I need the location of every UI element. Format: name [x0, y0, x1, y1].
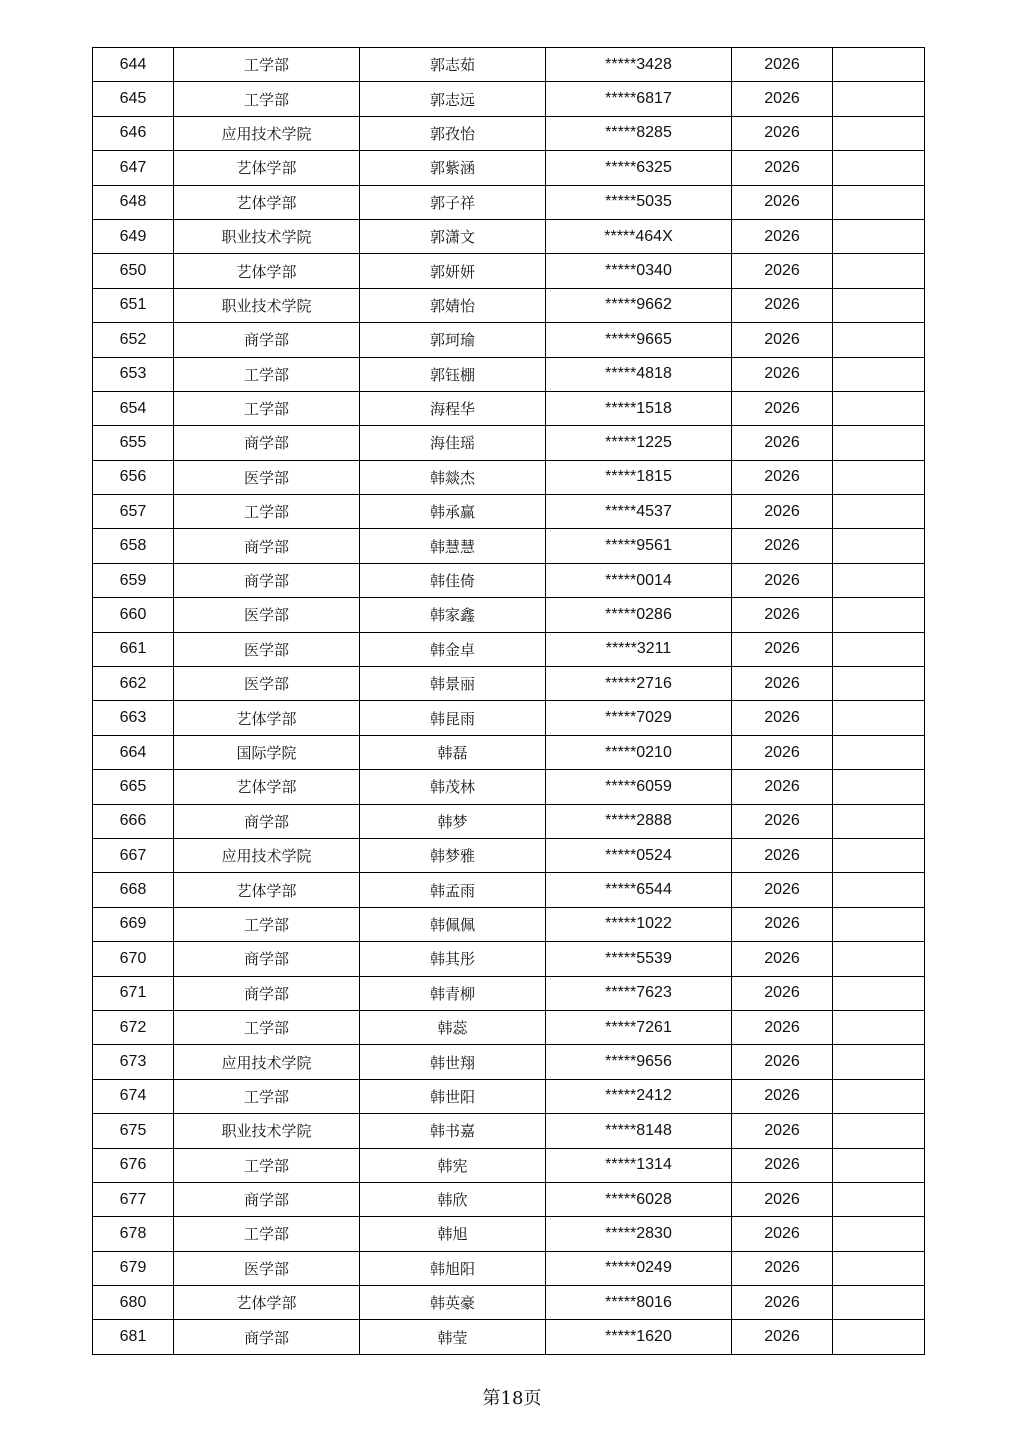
row-number-cell: 656 — [93, 460, 174, 494]
table-row — [93, 495, 925, 529]
year-cell: 2026 — [732, 873, 833, 907]
note-cell — [833, 907, 925, 941]
row-number-cell: 675 — [93, 1114, 174, 1148]
student-name-cell: 海佳瑶 — [360, 426, 546, 460]
masked-id-cell: *****6817 — [546, 82, 732, 116]
masked-id-cell: *****0014 — [546, 563, 732, 597]
masked-id-cell: *****0249 — [546, 1251, 732, 1285]
year-cell: 2026 — [732, 1045, 833, 1079]
masked-id-cell: *****6544 — [546, 873, 732, 907]
note-cell — [833, 1320, 925, 1354]
table-row — [93, 632, 925, 666]
note-cell — [833, 288, 925, 322]
year-cell: 2026 — [732, 1182, 833, 1216]
masked-id-cell: *****4537 — [546, 495, 732, 529]
student-name-cell: 韩青柳 — [360, 976, 546, 1010]
year-cell: 2026 — [732, 598, 833, 632]
note-cell — [833, 1217, 925, 1251]
masked-id-cell: *****8016 — [546, 1286, 732, 1320]
row-number-cell: 652 — [93, 323, 174, 357]
year-cell: 2026 — [732, 82, 833, 116]
row-number-cell: 674 — [93, 1079, 174, 1113]
student-name-cell: 韩莹 — [360, 1320, 546, 1354]
year-cell: 2026 — [732, 1114, 833, 1148]
table-row — [93, 1217, 925, 1251]
year-cell: 2026 — [732, 563, 833, 597]
row-number-cell: 665 — [93, 770, 174, 804]
masked-id-cell: *****2830 — [546, 1217, 732, 1251]
row-number-cell: 650 — [93, 254, 174, 288]
department-cell: 工学部 — [174, 48, 360, 82]
note-cell — [833, 838, 925, 872]
student-name-cell: 郭潇文 — [360, 219, 546, 253]
row-number-cell: 648 — [93, 185, 174, 219]
table-row — [93, 1148, 925, 1182]
student-name-cell: 韩茂林 — [360, 770, 546, 804]
row-number-cell: 654 — [93, 391, 174, 425]
department-cell: 工学部 — [174, 357, 360, 391]
year-cell: 2026 — [732, 804, 833, 838]
department-cell: 商学部 — [174, 942, 360, 976]
page-number: 第18页 — [482, 1388, 542, 1409]
table-row — [93, 288, 925, 322]
table-row — [93, 1010, 925, 1044]
year-cell: 2026 — [732, 1251, 833, 1285]
table-row — [93, 1286, 925, 1320]
row-number-cell: 662 — [93, 667, 174, 701]
table-row — [93, 1045, 925, 1079]
year-cell: 2026 — [732, 288, 833, 322]
year-cell: 2026 — [732, 48, 833, 82]
student-name-cell: 郭婧怡 — [360, 288, 546, 322]
row-number-cell: 653 — [93, 357, 174, 391]
department-cell: 工学部 — [174, 495, 360, 529]
table-row — [93, 323, 925, 357]
masked-id-cell: *****1314 — [546, 1148, 732, 1182]
note-cell — [833, 667, 925, 701]
department-cell: 艺体学部 — [174, 770, 360, 804]
masked-id-cell: *****464X — [546, 219, 732, 253]
row-number-cell: 681 — [93, 1320, 174, 1354]
note-cell — [833, 804, 925, 838]
student-name-cell: 韩英豪 — [360, 1286, 546, 1320]
masked-id-cell: *****9665 — [546, 323, 732, 357]
department-cell: 商学部 — [174, 976, 360, 1010]
table-row — [93, 563, 925, 597]
student-name-cell: 韩宪 — [360, 1148, 546, 1182]
note-cell — [833, 1079, 925, 1113]
table-row — [93, 942, 925, 976]
note-cell — [833, 151, 925, 185]
note-cell — [833, 426, 925, 460]
table-row — [93, 598, 925, 632]
note-cell — [833, 82, 925, 116]
student-name-cell: 韩梦 — [360, 804, 546, 838]
row-number-cell: 666 — [93, 804, 174, 838]
year-cell: 2026 — [732, 219, 833, 253]
row-number-cell: 679 — [93, 1251, 174, 1285]
roster-table — [92, 47, 925, 1355]
note-cell — [833, 116, 925, 150]
table-row — [93, 426, 925, 460]
table-row — [93, 1251, 925, 1285]
note-cell — [833, 976, 925, 1010]
row-number-cell: 668 — [93, 873, 174, 907]
department-cell: 工学部 — [174, 82, 360, 116]
note-cell — [833, 735, 925, 769]
student-name-cell: 韩书嘉 — [360, 1114, 546, 1148]
row-number-cell: 677 — [93, 1182, 174, 1216]
row-number-cell: 680 — [93, 1286, 174, 1320]
student-name-cell: 郭紫涵 — [360, 151, 546, 185]
table-row — [93, 357, 925, 391]
year-cell: 2026 — [732, 116, 833, 150]
masked-id-cell: *****2716 — [546, 667, 732, 701]
table-row — [93, 1182, 925, 1216]
row-number-cell: 667 — [93, 838, 174, 872]
row-number-cell: 644 — [93, 48, 174, 82]
year-cell: 2026 — [732, 1079, 833, 1113]
masked-id-cell: *****7261 — [546, 1010, 732, 1044]
student-name-cell: 郭钰棚 — [360, 357, 546, 391]
table-row — [93, 735, 925, 769]
student-name-cell: 韩世阳 — [360, 1079, 546, 1113]
student-name-cell: 韩佳倚 — [360, 563, 546, 597]
table-row — [93, 116, 925, 150]
row-number-cell: 659 — [93, 563, 174, 597]
row-number-cell: 676 — [93, 1148, 174, 1182]
student-name-cell: 韩旭 — [360, 1217, 546, 1251]
note-cell — [833, 873, 925, 907]
department-cell: 职业技术学院 — [174, 288, 360, 322]
masked-id-cell: *****9662 — [546, 288, 732, 322]
student-name-cell: 韩金卓 — [360, 632, 546, 666]
row-number-cell: 669 — [93, 907, 174, 941]
department-cell: 商学部 — [174, 529, 360, 563]
row-number-cell: 672 — [93, 1010, 174, 1044]
note-cell — [833, 1114, 925, 1148]
student-name-cell: 韩磊 — [360, 735, 546, 769]
note-cell — [833, 1286, 925, 1320]
student-name-cell: 韩景丽 — [360, 667, 546, 701]
note-cell — [833, 495, 925, 529]
student-name-cell: 海程华 — [360, 391, 546, 425]
department-cell: 艺体学部 — [174, 151, 360, 185]
note-cell — [833, 254, 925, 288]
department-cell: 商学部 — [174, 426, 360, 460]
table-row — [93, 391, 925, 425]
department-cell: 艺体学部 — [174, 254, 360, 288]
year-cell: 2026 — [732, 1286, 833, 1320]
department-cell: 医学部 — [174, 460, 360, 494]
row-number-cell: 673 — [93, 1045, 174, 1079]
row-number-cell: 655 — [93, 426, 174, 460]
row-number-cell: 646 — [93, 116, 174, 150]
year-cell: 2026 — [732, 735, 833, 769]
masked-id-cell: *****0210 — [546, 735, 732, 769]
masked-id-cell: *****6059 — [546, 770, 732, 804]
department-cell: 工学部 — [174, 1010, 360, 1044]
year-cell: 2026 — [732, 460, 833, 494]
masked-id-cell: *****1225 — [546, 426, 732, 460]
masked-id-cell: *****0286 — [546, 598, 732, 632]
table-row — [93, 770, 925, 804]
note-cell — [833, 219, 925, 253]
table-row — [93, 48, 925, 82]
note-cell — [833, 563, 925, 597]
year-cell: 2026 — [732, 701, 833, 735]
department-cell: 商学部 — [174, 563, 360, 597]
note-cell — [833, 48, 925, 82]
table-row — [93, 873, 925, 907]
row-number-cell: 671 — [93, 976, 174, 1010]
row-number-cell: 658 — [93, 529, 174, 563]
department-cell: 工学部 — [174, 391, 360, 425]
masked-id-cell: *****1022 — [546, 907, 732, 941]
masked-id-cell: *****1518 — [546, 391, 732, 425]
note-cell — [833, 1251, 925, 1285]
department-cell: 医学部 — [174, 598, 360, 632]
year-cell: 2026 — [732, 254, 833, 288]
department-cell: 商学部 — [174, 1320, 360, 1354]
year-cell: 2026 — [732, 632, 833, 666]
year-cell: 2026 — [732, 770, 833, 804]
student-name-cell: 郭孜怡 — [360, 116, 546, 150]
masked-id-cell: *****8285 — [546, 116, 732, 150]
year-cell: 2026 — [732, 907, 833, 941]
year-cell: 2026 — [732, 391, 833, 425]
masked-id-cell: *****7623 — [546, 976, 732, 1010]
department-cell: 应用技术学院 — [174, 1045, 360, 1079]
department-cell: 艺体学部 — [174, 873, 360, 907]
masked-id-cell: *****1815 — [546, 460, 732, 494]
year-cell: 2026 — [732, 1320, 833, 1354]
department-cell: 职业技术学院 — [174, 1114, 360, 1148]
year-cell: 2026 — [732, 1217, 833, 1251]
student-name-cell: 郭妍妍 — [360, 254, 546, 288]
year-cell: 2026 — [732, 426, 833, 460]
table-row — [93, 82, 925, 116]
masked-id-cell: *****6028 — [546, 1182, 732, 1216]
department-cell: 艺体学部 — [174, 1286, 360, 1320]
department-cell: 医学部 — [174, 667, 360, 701]
student-name-cell: 郭珂瑜 — [360, 323, 546, 357]
table-row — [93, 185, 925, 219]
masked-id-cell: *****1620 — [546, 1320, 732, 1354]
year-cell: 2026 — [732, 1010, 833, 1044]
note-cell — [833, 185, 925, 219]
note-cell — [833, 942, 925, 976]
department-cell: 艺体学部 — [174, 701, 360, 735]
row-number-cell: 660 — [93, 598, 174, 632]
year-cell: 2026 — [732, 942, 833, 976]
note-cell — [833, 391, 925, 425]
masked-id-cell: *****3211 — [546, 632, 732, 666]
department-cell: 商学部 — [174, 1182, 360, 1216]
note-cell — [833, 1045, 925, 1079]
table-row — [93, 667, 925, 701]
student-name-cell: 韩其彤 — [360, 942, 546, 976]
student-name-cell: 韩孟雨 — [360, 873, 546, 907]
masked-id-cell: *****2412 — [546, 1079, 732, 1113]
student-name-cell: 郭志远 — [360, 82, 546, 116]
note-cell — [833, 1148, 925, 1182]
department-cell: 工学部 — [174, 1217, 360, 1251]
note-cell — [833, 632, 925, 666]
department-cell: 工学部 — [174, 1079, 360, 1113]
department-cell: 工学部 — [174, 1148, 360, 1182]
student-name-cell: 韩佩佩 — [360, 907, 546, 941]
department-cell: 医学部 — [174, 632, 360, 666]
row-number-cell: 649 — [93, 219, 174, 253]
year-cell: 2026 — [732, 529, 833, 563]
masked-id-cell: *****5035 — [546, 185, 732, 219]
note-cell — [833, 770, 925, 804]
student-name-cell: 韩家鑫 — [360, 598, 546, 632]
masked-id-cell: *****9656 — [546, 1045, 732, 1079]
masked-id-cell: *****6325 — [546, 151, 732, 185]
table-row — [93, 1114, 925, 1148]
student-name-cell: 郭子祥 — [360, 185, 546, 219]
row-number-cell: 647 — [93, 151, 174, 185]
masked-id-cell: *****9561 — [546, 529, 732, 563]
note-cell — [833, 598, 925, 632]
table-row — [93, 838, 925, 872]
table-row — [93, 701, 925, 735]
table-row — [93, 1320, 925, 1354]
table-row — [93, 804, 925, 838]
department-cell: 商学部 — [174, 323, 360, 357]
student-name-cell: 韩世翔 — [360, 1045, 546, 1079]
student-name-cell: 韩昆雨 — [360, 701, 546, 735]
note-cell — [833, 323, 925, 357]
table-row — [93, 460, 925, 494]
year-cell: 2026 — [732, 185, 833, 219]
roster-body — [93, 48, 925, 1355]
table-row — [93, 151, 925, 185]
year-cell: 2026 — [732, 838, 833, 872]
masked-id-cell: *****8148 — [546, 1114, 732, 1148]
note-cell — [833, 1010, 925, 1044]
year-cell: 2026 — [732, 495, 833, 529]
row-number-cell: 663 — [93, 701, 174, 735]
table-row — [93, 254, 925, 288]
row-number-cell: 661 — [93, 632, 174, 666]
note-cell — [833, 1182, 925, 1216]
row-number-cell: 670 — [93, 942, 174, 976]
note-cell — [833, 701, 925, 735]
note-cell — [833, 529, 925, 563]
year-cell: 2026 — [732, 151, 833, 185]
masked-id-cell: *****5539 — [546, 942, 732, 976]
year-cell: 2026 — [732, 357, 833, 391]
masked-id-cell: *****4818 — [546, 357, 732, 391]
year-cell: 2026 — [732, 323, 833, 357]
masked-id-cell: *****3428 — [546, 48, 732, 82]
row-number-cell: 651 — [93, 288, 174, 322]
department-cell: 职业技术学院 — [174, 219, 360, 253]
note-cell — [833, 460, 925, 494]
masked-id-cell: *****2888 — [546, 804, 732, 838]
department-cell: 应用技术学院 — [174, 838, 360, 872]
department-cell: 医学部 — [174, 1251, 360, 1285]
masked-id-cell: *****0340 — [546, 254, 732, 288]
table-row — [93, 219, 925, 253]
department-cell: 应用技术学院 — [174, 116, 360, 150]
student-name-cell: 韩蕊 — [360, 1010, 546, 1044]
student-name-cell: 韩欣 — [360, 1182, 546, 1216]
note-cell — [833, 357, 925, 391]
department-cell: 艺体学部 — [174, 185, 360, 219]
table-row — [93, 976, 925, 1010]
row-number-cell: 657 — [93, 495, 174, 529]
department-cell: 国际学院 — [174, 735, 360, 769]
student-name-cell: 韩旭阳 — [360, 1251, 546, 1285]
table-row — [93, 907, 925, 941]
student-name-cell: 韩燚杰 — [360, 460, 546, 494]
masked-id-cell: *****7029 — [546, 701, 732, 735]
row-number-cell: 645 — [93, 82, 174, 116]
table-row — [93, 529, 925, 563]
student-name-cell: 韩承赢 — [360, 495, 546, 529]
row-number-cell: 664 — [93, 735, 174, 769]
student-name-cell: 韩梦雅 — [360, 838, 546, 872]
student-name-cell: 韩慧慧 — [360, 529, 546, 563]
year-cell: 2026 — [732, 667, 833, 701]
department-cell: 工学部 — [174, 907, 360, 941]
masked-id-cell: *****0524 — [546, 838, 732, 872]
year-cell: 2026 — [732, 1148, 833, 1182]
row-number-cell: 678 — [93, 1217, 174, 1251]
table-row — [93, 1079, 925, 1113]
student-name-cell: 郭志茹 — [360, 48, 546, 82]
department-cell: 商学部 — [174, 804, 360, 838]
year-cell: 2026 — [732, 976, 833, 1010]
